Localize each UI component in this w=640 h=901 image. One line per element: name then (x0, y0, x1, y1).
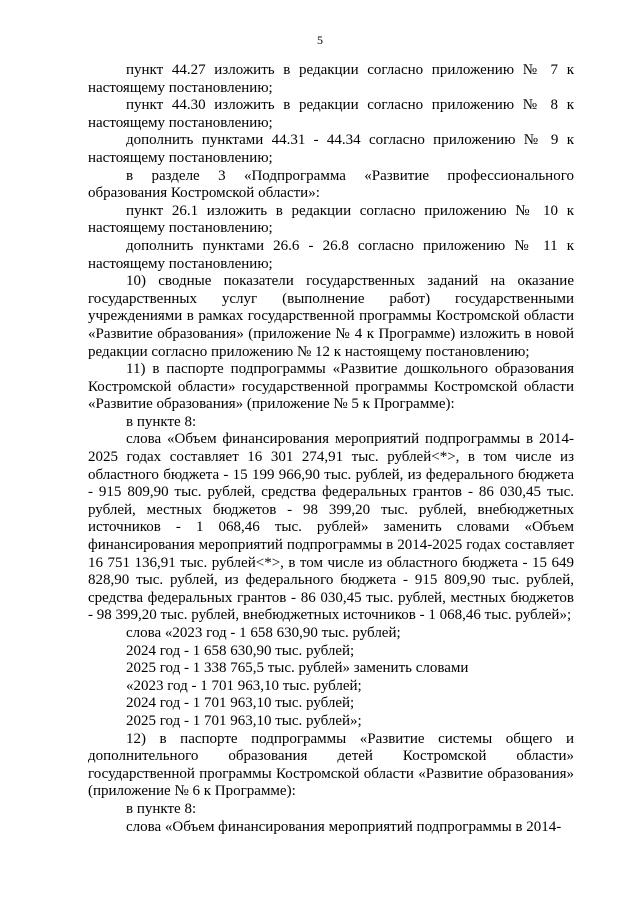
paragraph: дополнить пунктами 26.6 - 26.8 согласно приложению № 11 к настоящему постановлению; (88, 237, 574, 272)
paragraph: 12) в паспорте подпрограммы «Развитие системы общего и дополнительного образования детей Костромской области» государственной программы Костромской области «Развитие образования» (приложение № 6 к Программе): (88, 730, 574, 800)
paragraph: в пункте 8: (126, 800, 197, 817)
paragraph: слова «Объем финансирования мероприятий подпрограммы в 2014- (126, 818, 562, 835)
paragraph: в пункте 8: (126, 413, 197, 430)
paragraph: слова «Объем финансирования мероприятий подпрограммы в 2014-2025 годах составляет 16 301 274,91 тыс. рублей<*>, в том числе из областного бюджета - 15 199 966,90 тыс. рублей, из федерального бюджета - 915 809,90 тыс. рублей, средства федеральных грантов - 86 030,45 тыс. рублей, местных бюджетов - 98 399,20 тыс. рублей, внебюджетных источников - 1 068,46 тыс. рублей» заменить словами «Объем финансирования мероприятий подпрограммы в 2014-2025 годах составляет 16 751 136,91 тыс. рублей<*>, в том числе из областного бюджета - 15 649 828,90 тыс. рублей, из федерального бюджета - 915 809,90 тыс. рублей, средства федеральных грантов - 86 030,45 тыс. рублей, местных бюджетов - 98 399,20 тыс. рублей, внебюджетных источников - 1 068,46 тыс. рублей»; (88, 431, 574, 624)
paragraph: дополнить пунктами 44.31 - 44.34 согласно приложению № 9 к настоящему постановлению; (88, 132, 574, 166)
paragraph: 2025 год - 1 338 765,5 тыс. рублей» заменить словами (126, 660, 469, 677)
paragraph: «2023 год - 1 701 963,10 тыс. рублей; (126, 677, 362, 694)
document-body (88, 62, 574, 836)
paragraph: 10) сводные показатели государственных заданий на оказание государственных услуг (выполнение работ) государственными учреждениями в рамках государственной программы Костромской области «Развитие образования» (приложение № 4 к Программе) изложить в новой редакции согласно приложению № 12 к настоящему постановлению; (88, 273, 574, 360)
page-number: 5 (317, 33, 323, 47)
paragraph: пункт 26.1 изложить в редакции согласно приложению № 10 к настоящему постановлению; (88, 202, 574, 237)
paragraph: 2024 год - 1 701 963,10 тыс. рублей; (126, 695, 355, 712)
paragraph: пункт 44.30 изложить в редакции согласно приложению № 8 к настоящему постановлению; (88, 97, 574, 131)
paragraph: пункт 44.27 изложить в редакции согласно приложению № 7 к настоящему постановлению; (88, 62, 574, 96)
paragraph: 11) в паспорте подпрограммы «Развитие дошкольного образования Костромской области» государственной программы Костромской области «Развитие образования» (приложение № 5 к Программе): (88, 361, 574, 413)
paragraph: слова «2023 год - 1 658 630,90 тыс. рублей; (126, 625, 401, 641)
paragraph: 2024 год - 1 658 630,90 тыс. рублей; (126, 642, 355, 659)
paragraph: в разделе 3 «Подпрограмма «Развитие профессионального образования Костромской области»: (88, 167, 574, 202)
paragraph: 2025 год - 1 701 963,10 тыс. рублей»; (126, 712, 362, 729)
